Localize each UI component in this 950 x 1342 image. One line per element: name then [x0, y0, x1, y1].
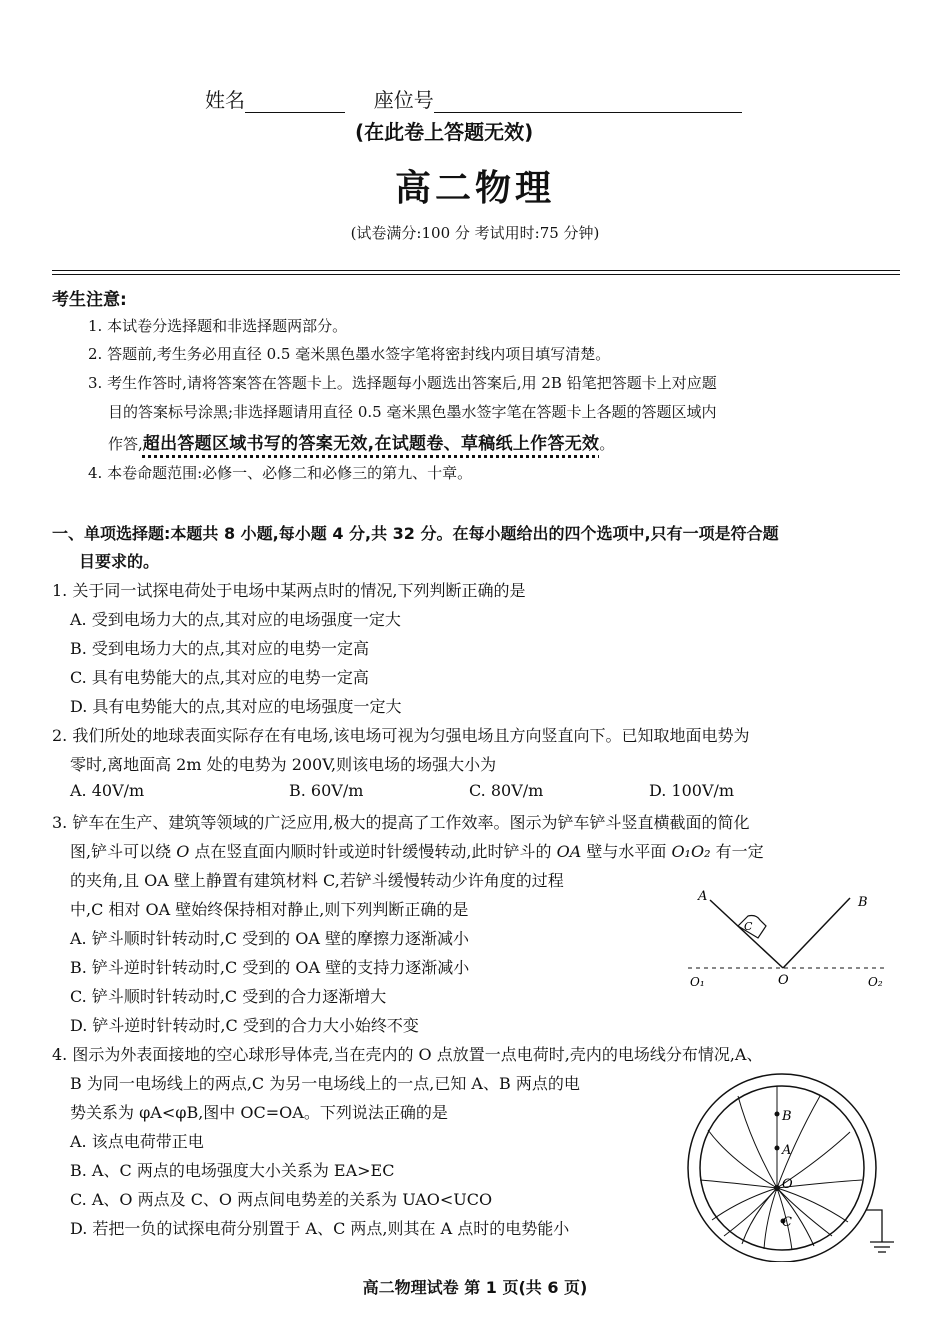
q3-option-c: C. 铲斗顺时针转动时,C 受到的合力逐渐增大 — [70, 987, 387, 1006]
q3-stem-line-2 — [70, 839, 764, 862]
q3-wall-ob — [783, 898, 850, 968]
q1-stem: 1. 关于同一试探电荷处于电场中某两点时的情况,下列判断正确的是 — [52, 581, 526, 600]
q3-fig-label-c: C — [744, 920, 753, 933]
q3-fig-label-o: O — [778, 973, 789, 988]
note-4: 4. 本卷命题范围:必修一、必修二和必修三的第九、十章。 — [88, 464, 473, 482]
q3-fig-label-b: B — [858, 895, 868, 910]
invalid-notice: (在此卷上答题无效) — [355, 120, 534, 144]
q1-option-a: A. 受到电场力大的点,其对应的电场强度一定大 — [70, 610, 401, 629]
q4-stem-line-3: 势关系为 φA<φB,图中 OC=OA。下列说法正确的是 — [70, 1103, 448, 1122]
name-seat-line — [205, 84, 742, 113]
page-title: 高二物理 — [394, 168, 555, 209]
q4-option-a: A. 该点电荷带正电 — [70, 1132, 204, 1151]
q4-option-d: D. 若把一负的试探电荷分别置于 A、C 两点,则其在 A 点时的电势能小 — [70, 1219, 570, 1238]
q4-fig-label-o: O — [782, 1177, 793, 1192]
notes-heading: 考生注意: — [52, 290, 127, 310]
section-1-heading-line-2: 目要求的。 — [79, 552, 160, 571]
note-3-line-2: 目的答案标号涂黑;非选择题请用直径 0.5 毫米黑色墨水签字笔在答题卡上各题的答题区域内 — [108, 403, 717, 421]
seat-label: 座位号 — [373, 88, 434, 112]
q4-outer-shell — [688, 1074, 876, 1262]
q3-shovel-figure — [680, 878, 900, 993]
q3-fig-label-o2: O₂ — [868, 975, 883, 989]
divider-top — [52, 270, 900, 271]
q1-option-c: C. 具有电势能大的点,其对应的电势一定高 — [70, 668, 369, 687]
q4-option-c: C. A、O 两点及 C、O 两点间电势差的关系为 UAO<UCO — [70, 1190, 493, 1209]
q2-option-c: C. 80V/m — [469, 781, 544, 800]
q3-fig-label-o1: O₁ — [690, 975, 705, 989]
q3-option-b: B. 铲斗逆时针转动时,C 受到的 OA 壁的支持力逐渐减小 — [70, 958, 470, 977]
name-blank — [245, 92, 345, 113]
q2-stem-line-1: 2. 我们所处的地球表面实际存在有电场,该电场可视为匀强电场且方向竖直向下。已知取地面电势为 — [52, 726, 750, 745]
q4-fig-label-a: A — [782, 1143, 792, 1158]
name-label: 姓名 — [205, 88, 245, 112]
q3-stem-2b: 点在竖直面内顺时针或逆时针缓慢转动,此时铲斗的 — [189, 842, 557, 861]
q4-point-b — [775, 1112, 780, 1117]
note-3-line-3 — [108, 429, 614, 454]
note-3-emphasis: 超出答题区域书写的答案无效,在试题卷、草稿纸上作答无效 — [142, 434, 600, 454]
q3-var-o1o2: O₁O₂ — [671, 842, 711, 861]
q3-stem-line-3: 的夹角,且 OA 壁上静置有建筑材料 C,若铲斗缓慢转动少许角度的过程 — [70, 871, 564, 890]
note-1: 1. 本试卷分选择题和非选择题两部分。 — [88, 317, 348, 335]
note-3-line-1: 3. 考生作答时,请将答案答在答题卡上。选择题每小题选出答案后,用 2B 铅笔把答题卡上对应题 — [88, 374, 717, 392]
section-1-heading-line-1: 一、单项选择题:本题共 8 小题,每小题 4 分,共 32 分。在每小题给出的四个选项中,只有一项是符合题 — [52, 524, 779, 543]
q4-stem-line-1: 4. 图示为外表面接地的空心球形导体壳,当在壳内的 O 点放置一点电荷时,壳内的电场线分布情况,A、 — [52, 1045, 763, 1064]
q2-option-a: A. 40V/m — [70, 781, 145, 800]
q4-fig-label-b: B — [782, 1109, 792, 1124]
q3-stem-2a: 图,铲斗可以绕 — [70, 842, 177, 861]
q2-stem-line-2: 零时,离地面高 2m 处的电势为 200V,则该电场的场强大小为 — [70, 755, 497, 774]
q2-option-b: B. 60V/m — [289, 781, 364, 800]
q3-fig-label-a: A — [698, 889, 708, 904]
q3-stem-2d: 有一定 — [710, 842, 764, 861]
note-3-suffix: 。 — [599, 435, 615, 453]
q4-point-o — [774, 1185, 780, 1191]
page-footer: 高二物理试卷 第 1 页(共 6 页) — [362, 1278, 588, 1297]
note-3-prefix: 作答, — [108, 435, 143, 453]
q3-stem-2c: 壁与水平面 — [581, 842, 672, 861]
divider-bottom — [52, 274, 900, 275]
seat-blank — [434, 92, 742, 113]
q3-option-a: A. 铲斗顺时针转动时,C 受到的 OA 壁的摩擦力逐渐减小 — [70, 929, 469, 948]
q3-wall-oa — [710, 900, 783, 968]
q4-ground-symbol — [866, 1210, 894, 1252]
q4-fig-label-c: C — [782, 1215, 792, 1230]
q4-stem-line-2: B 为同一电场线上的两点,C 为另一电场线上的一点,已知 A、B 两点的电 — [70, 1074, 580, 1093]
q4-option-b: B. A、C 两点的电场强度大小关系为 EA>EC — [70, 1161, 395, 1180]
note-2: 2. 答题前,考生务必用直径 0.5 毫米黑色墨水签字笔将密封线内项目填写清楚。 — [88, 345, 611, 363]
q4-point-a — [775, 1146, 780, 1151]
q2-option-d: D. 100V/m — [649, 781, 735, 800]
q4-shell-figure — [680, 1070, 900, 1262]
q1-option-d: D. 具有电势能大的点,其对应的电场强度一定大 — [70, 697, 402, 716]
q3-var-oa: OA — [556, 842, 582, 861]
q1-option-b: B. 受到电场力大的点,其对应的电势一定高 — [70, 639, 370, 658]
exam-meta: (试卷满分:100 分 考试用时:75 分钟) — [350, 224, 600, 242]
q3-option-d: D. 铲斗逆时针转动时,C 受到的合力大小始终不变 — [70, 1016, 419, 1035]
q3-stem-line-1: 3. 铲车在生产、建筑等领域的广泛应用,极大的提高了工作效率。图示为铲车铲斗竖直横截面的简化 — [52, 813, 750, 832]
q3-var-o: O — [176, 842, 190, 861]
q3-stem-line-4: 中,C 相对 OA 壁始终保持相对静止,则下列判断正确的是 — [70, 900, 469, 919]
